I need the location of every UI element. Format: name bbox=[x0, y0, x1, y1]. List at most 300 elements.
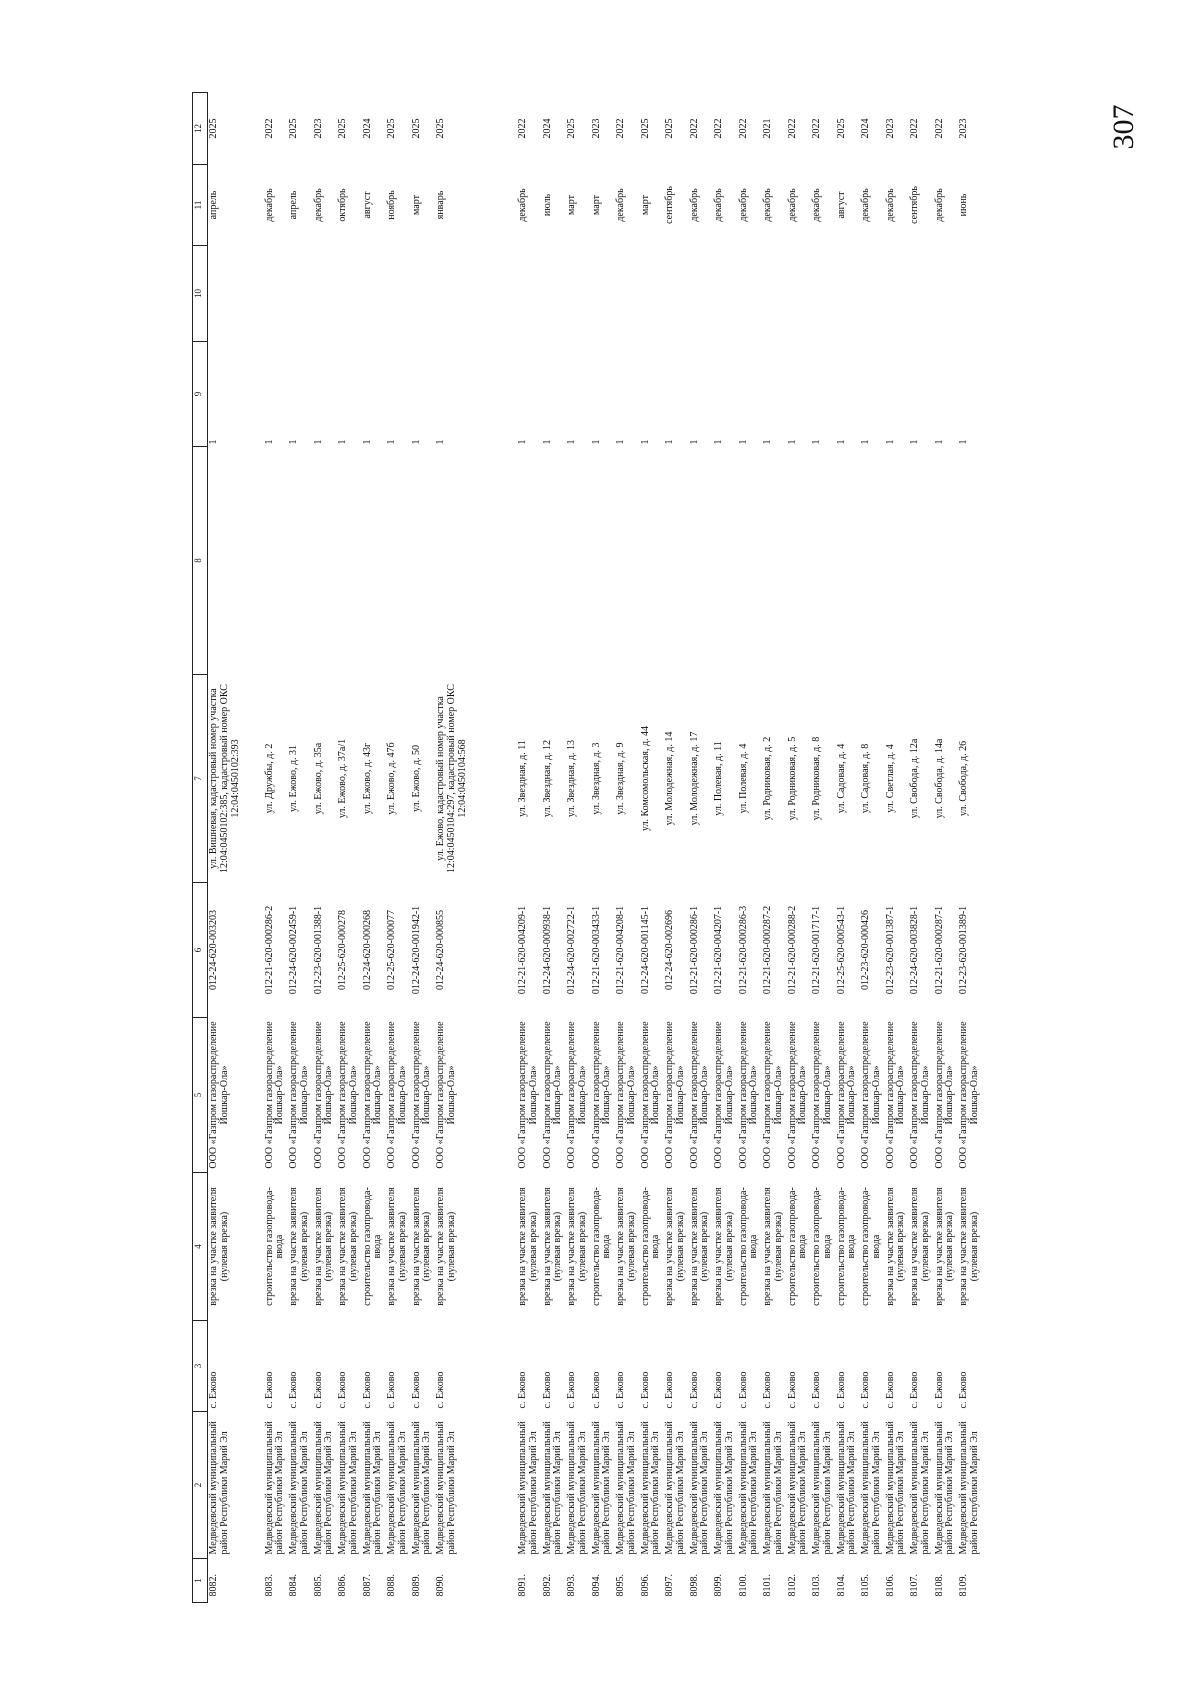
header-cell: 11 bbox=[193, 165, 208, 246]
count-cell: 1 bbox=[541, 439, 553, 445]
work-type-cell: врезка на участке заявителя (нулевая врезка) bbox=[410, 1187, 433, 1306]
code-cell: 012-24-620-002722-1 bbox=[566, 905, 577, 995]
work-type-cell: врезка на участке заявителя (нулевая врезка) bbox=[615, 1187, 637, 1306]
district-cell: Медведевский муниципальный район Республики Марий Эл bbox=[835, 1421, 858, 1555]
year-cell: 2022 bbox=[933, 118, 945, 139]
row-number: 8101. bbox=[762, 1574, 773, 1597]
district-cell: Медведевский муниципальный район Республики Марий Эл bbox=[208, 1421, 230, 1555]
year-cell: 2022 bbox=[517, 118, 528, 139]
row-number: 8088. bbox=[386, 1574, 397, 1597]
year-cell: 2024 bbox=[860, 118, 871, 139]
empty-cell bbox=[591, 447, 616, 675]
address-cell: ул. Родниковая, д. 5 bbox=[786, 736, 798, 821]
empty-cell bbox=[885, 447, 910, 675]
empty-cell bbox=[435, 447, 493, 675]
empty-cell bbox=[386, 447, 411, 675]
month-cell: декабрь bbox=[933, 188, 945, 222]
empty-cell bbox=[738, 246, 763, 342]
month-cell: декабрь bbox=[811, 188, 822, 222]
empty-cell bbox=[264, 447, 289, 675]
empty-cell bbox=[958, 246, 983, 342]
work-type-cell: врезка на участке заявителя (нулевая врезка) bbox=[713, 1187, 735, 1306]
count-cell: 1 bbox=[909, 439, 920, 445]
locality-cell: с. Ежово bbox=[737, 1371, 749, 1409]
organization-cell: ООО «Газпром газораспределение Йошкар-Ола» bbox=[410, 1021, 433, 1169]
district-cell: Медведевский муниципальный район Республики Марий Эл bbox=[410, 1421, 433, 1555]
address-cell: ул. Полевая, д. 4 bbox=[737, 743, 749, 814]
empty-cell bbox=[689, 246, 714, 342]
work-type-cell: строительство газопровода-ввода bbox=[263, 1187, 286, 1306]
work-type-cell: врезка на участке заявителя (нулевая врезка) bbox=[386, 1187, 408, 1306]
empty-cell bbox=[517, 246, 542, 342]
organization-cell: ООО «Газпром газораспределение Йошкар-Ола» bbox=[639, 1021, 662, 1169]
table-row bbox=[958, 93, 983, 1603]
district-cell: Медведевский муниципальный район Республики Марий Эл bbox=[639, 1421, 662, 1555]
empty-cell bbox=[208, 246, 264, 342]
count-cell: 1 bbox=[811, 439, 822, 445]
address-cell: ул. Свобода, д. 14а bbox=[933, 738, 945, 819]
year-cell: 2025 bbox=[835, 118, 847, 139]
empty-cell bbox=[713, 246, 738, 342]
header-cell: 5 bbox=[193, 1018, 208, 1173]
table-row bbox=[689, 93, 714, 1603]
locality-cell: с. Ежово bbox=[615, 1371, 626, 1409]
empty-cell bbox=[934, 447, 959, 675]
locality-cell: с. Ежово bbox=[517, 1371, 528, 1409]
locality-cell: с. Ежово bbox=[386, 1371, 397, 1409]
empty-cell bbox=[689, 447, 714, 675]
empty-cell bbox=[860, 447, 885, 675]
work-type-cell: врезка на участке заявителя (нулевая врезка) bbox=[909, 1187, 931, 1306]
empty-cell bbox=[337, 447, 362, 675]
address-cell: ул. Ежово, д. 37а/1 bbox=[337, 738, 348, 819]
address-cell: ул. Дружбы, д. 2 bbox=[263, 743, 275, 814]
organization-cell: ООО «Газпром газораспределение Йошкар-Ола» bbox=[386, 1021, 408, 1169]
work-type-cell: врезка на участке заявителя (нулевая врезка) bbox=[688, 1187, 711, 1306]
district-cell: Медведевский муниципальный район Республики Марий Эл bbox=[811, 1421, 833, 1555]
count-cell: 1 bbox=[835, 439, 847, 445]
year-cell: 2023 bbox=[884, 118, 896, 139]
year-cell: 2022 bbox=[786, 118, 798, 139]
year-cell: 2025 bbox=[664, 118, 675, 139]
table-row bbox=[836, 93, 861, 1603]
district-cell: Медведевский муниципальный район Республики Марий Эл bbox=[312, 1421, 335, 1555]
empty-cell bbox=[517, 447, 542, 675]
work-type-cell: строительство газопровода-ввода bbox=[811, 1187, 833, 1306]
organization-cell: ООО «Газпром газораспределение Йошкар-Ола» bbox=[688, 1021, 711, 1169]
count-cell: 1 bbox=[263, 439, 275, 445]
address-cell: ул. Комсомольская, д. 44 bbox=[639, 725, 651, 832]
district-cell: Медведевский муниципальный район Республики Марий Эл bbox=[566, 1421, 588, 1555]
row-number: 8087. bbox=[361, 1574, 373, 1597]
count-cell: 1 bbox=[208, 439, 219, 445]
work-type-cell: врезка на участке заявителя (нулевая врезка) bbox=[958, 1187, 980, 1306]
empty-cell bbox=[762, 246, 787, 342]
table-row bbox=[615, 93, 640, 1603]
organization-cell: ООО «Газпром газораспределение Йошкар-Ола» bbox=[835, 1021, 858, 1169]
address-cell: ул. Родниковая, д. 8 bbox=[811, 736, 822, 821]
row-number: 8095. bbox=[615, 1574, 626, 1597]
empty-cell bbox=[542, 447, 567, 675]
organization-cell: ООО «Газпром газораспределение Йошкар-Ола» bbox=[762, 1021, 784, 1169]
organization-cell: ООО «Газпром газораспределение Йошкар-Ола» bbox=[517, 1021, 539, 1169]
table-row bbox=[386, 93, 411, 1603]
organization-cell: ООО «Газпром газораспределение Йошкар-Ола» bbox=[933, 1021, 956, 1169]
page-number: 307 bbox=[1107, 104, 1140, 150]
address-cell: ул. Вишневая, кадастровый номер участка 12:04:0450102:385, кадастровый номер ОКС 12:04:0450102:393 bbox=[208, 684, 241, 873]
organization-cell: ООО «Газпром газораспределение Йошкар-Ола» bbox=[208, 1021, 230, 1169]
code-cell: 012-21-620-001717-1 bbox=[811, 905, 822, 995]
organization-cell: ООО «Газпром газораспределение Йошкар-Ола» bbox=[713, 1021, 735, 1169]
district-cell: Медведевский муниципальный район Республики Марий Эл bbox=[786, 1421, 809, 1555]
organization-cell: ООО «Газпром газораспределение Йошкар-Ола» bbox=[958, 1021, 980, 1169]
year-cell: 2023 bbox=[312, 118, 324, 139]
header-cell: 4 bbox=[193, 1173, 208, 1321]
month-cell: декабрь bbox=[860, 188, 871, 222]
organization-cell: ООО «Газпром газораспределение Йошкар-Ола» bbox=[337, 1021, 359, 1169]
month-cell: декабрь bbox=[615, 188, 626, 222]
address-cell: ул. Садовая, д. 8 bbox=[860, 743, 871, 814]
district-cell: Медведевский муниципальный район Республики Марий Эл bbox=[909, 1421, 931, 1555]
district-cell: Медведевский муниципальный район Республики Марий Эл bbox=[737, 1421, 760, 1555]
address-cell: ул. Звездная, д. 13 bbox=[566, 739, 577, 818]
code-cell: 012-21-620-000287-1 bbox=[933, 905, 945, 995]
address-cell: ул. Молодежная, д. 14 bbox=[664, 731, 675, 826]
month-cell: август bbox=[835, 191, 847, 219]
district-cell: Медведевский муниципальный район Республики Марий Эл bbox=[884, 1421, 907, 1555]
empty-cell bbox=[811, 246, 836, 342]
table-row bbox=[934, 93, 959, 1603]
year-cell: 2022 bbox=[263, 118, 275, 139]
address-cell: ул. Садовая, д. 4 bbox=[835, 743, 847, 814]
row-number: 8091. bbox=[517, 1574, 528, 1597]
district-cell: Медведевский муниципальный район Республики Марий Эл bbox=[762, 1421, 784, 1555]
district-cell: Медведевский муниципальный район Республики Марий Эл bbox=[337, 1421, 359, 1555]
count-cell: 1 bbox=[762, 439, 773, 445]
empty-cell bbox=[860, 246, 885, 342]
district-cell: Медведевский муниципальный район Республики Марий Эл bbox=[288, 1421, 310, 1555]
organization-cell: ООО «Газпром газораспределение Йошкар-Ола» bbox=[541, 1021, 564, 1169]
work-type-cell: строительство газопровода-ввода bbox=[860, 1187, 882, 1306]
empty-cell bbox=[640, 246, 665, 342]
code-cell: 012-25-620-000278 bbox=[337, 910, 348, 990]
district-cell: Медведевский муниципальный район Республики Марий Эл bbox=[263, 1421, 286, 1555]
locality-cell: с. Ежово bbox=[590, 1371, 602, 1409]
year-cell: 2025 bbox=[410, 118, 422, 139]
empty-cell bbox=[909, 246, 934, 342]
count-cell: 1 bbox=[884, 439, 896, 445]
count-cell: 1 bbox=[664, 439, 675, 445]
locality-cell: с. Ежово bbox=[933, 1371, 945, 1409]
address-cell: ул. Родниковая, д. 2 bbox=[762, 736, 773, 821]
month-cell: декабрь bbox=[517, 188, 528, 222]
locality-cell: с. Ежово bbox=[566, 1371, 577, 1409]
table-row bbox=[640, 93, 665, 1603]
organization-cell: ООО «Газпром газораспределение Йошкар-Ола» bbox=[590, 1021, 613, 1169]
year-cell: 2022 bbox=[615, 118, 626, 139]
work-type-cell: врезка на участке заявителя (нулевая врезка) bbox=[312, 1187, 335, 1306]
table-row bbox=[435, 93, 493, 1603]
organization-cell: ООО «Газпром газораспределение Йошкар-Ола» bbox=[860, 1021, 882, 1169]
month-cell: март bbox=[410, 195, 422, 215]
table-body bbox=[208, 93, 983, 1603]
locality-cell: с. Ежово bbox=[958, 1371, 969, 1409]
code-cell: 012-24-620-002696 bbox=[664, 910, 675, 990]
empty-cell bbox=[615, 246, 640, 342]
year-cell: 2022 bbox=[688, 118, 700, 139]
row-number: 8089. bbox=[410, 1574, 422, 1597]
table-row bbox=[208, 93, 264, 1603]
month-cell: сентябрь bbox=[664, 186, 675, 224]
district-cell: Медведевский муниципальный район Республики Марий Эл bbox=[517, 1421, 539, 1555]
month-cell: август bbox=[361, 191, 373, 219]
empty-cell bbox=[411, 246, 436, 342]
district-cell: Медведевский муниципальный район Республики Марий Эл bbox=[688, 1421, 711, 1555]
month-cell: март bbox=[639, 195, 651, 215]
empty-cell bbox=[566, 246, 591, 342]
header-cell: 6 bbox=[193, 883, 208, 1018]
table-row bbox=[811, 93, 836, 1603]
work-type-cell: строительство газопровода-ввода bbox=[835, 1187, 858, 1306]
year-cell: 2023 bbox=[590, 118, 602, 139]
code-cell: 012-21-620-000288-2 bbox=[786, 905, 798, 995]
count-cell: 1 bbox=[786, 439, 798, 445]
row-number: 8084. bbox=[288, 1574, 299, 1597]
empty-cell bbox=[435, 246, 493, 342]
code-cell: 012-24-620-003203 bbox=[208, 910, 219, 990]
row-number: 8090. bbox=[435, 1574, 446, 1597]
header-cell: 8 bbox=[193, 447, 208, 675]
table-row bbox=[517, 93, 542, 1603]
district-cell: Медведевский муниципальный район Республики Марий Эл bbox=[541, 1421, 564, 1555]
row-number: 8100. bbox=[737, 1574, 749, 1597]
row-number: 8099. bbox=[713, 1574, 724, 1597]
year-cell: 2025 bbox=[288, 118, 299, 139]
code-cell: 012-24-620-000268 bbox=[361, 910, 373, 990]
table-row bbox=[860, 93, 885, 1603]
locality-cell: с. Ежово bbox=[410, 1371, 422, 1409]
count-cell: 1 bbox=[517, 439, 528, 445]
empty-cell bbox=[664, 447, 689, 675]
header-cell: 3 bbox=[193, 1321, 208, 1412]
month-cell: декабрь bbox=[737, 188, 749, 222]
district-cell: Медведевский муниципальный район Республики Марий Эл bbox=[615, 1421, 637, 1555]
table-row bbox=[762, 93, 787, 1603]
table-row bbox=[713, 93, 738, 1603]
code-cell: 012-21-620-004209-1 bbox=[517, 905, 528, 995]
address-cell: ул. Свобода, д. 12а bbox=[909, 738, 920, 819]
year-cell: 2025 bbox=[208, 118, 219, 139]
row-number: 8102. bbox=[786, 1574, 798, 1597]
count-cell: 1 bbox=[713, 439, 724, 445]
organization-cell: ООО «Газпром газораспределение Йошкар-Ола» bbox=[615, 1021, 637, 1169]
year-cell: 2024 bbox=[361, 118, 373, 139]
row-number: 8104. bbox=[835, 1574, 847, 1597]
month-cell: апрель bbox=[208, 190, 219, 220]
empty-cell bbox=[811, 447, 836, 675]
organization-cell: ООО «Газпром газораспределение Йошкар-Ола» bbox=[566, 1021, 588, 1169]
code-cell: 012-21-620-004208-1 bbox=[615, 905, 626, 995]
address-cell: ул. Свобода, д. 26 bbox=[958, 740, 969, 817]
header-row bbox=[193, 93, 208, 1603]
empty-cell bbox=[591, 246, 616, 342]
count-cell: 1 bbox=[688, 439, 700, 445]
month-cell: декабрь bbox=[688, 188, 700, 222]
year-cell: 2021 bbox=[762, 118, 773, 139]
table-row bbox=[566, 93, 591, 1603]
table-row bbox=[738, 93, 763, 1603]
empty-cell bbox=[713, 447, 738, 675]
code-cell: 012-21-620-000286-1 bbox=[688, 905, 700, 995]
address-cell: ул. Светлая, д. 4 bbox=[884, 744, 896, 813]
address-cell: ул. Ежово, кадастровый номер участка 12:04:0450104:297, кадастровый номер ОКС 12:04:0450104:568 bbox=[435, 684, 468, 873]
empty-cell bbox=[787, 246, 812, 342]
work-type-cell: врезка на участке заявителя (нулевая врезка) bbox=[541, 1187, 564, 1306]
empty-cell bbox=[934, 246, 959, 342]
table-row bbox=[288, 93, 313, 1603]
year-cell: 2022 bbox=[909, 118, 920, 139]
year-cell: 2025 bbox=[566, 118, 577, 139]
code-cell: 012-23-620-000426 bbox=[860, 910, 871, 990]
empty-cell bbox=[288, 447, 313, 675]
empty-cell bbox=[313, 447, 338, 675]
locality-cell: с. Ежово bbox=[688, 1371, 700, 1409]
organization-cell: ООО «Газпром газораспределение Йошкар-Ола» bbox=[361, 1021, 384, 1169]
district-cell: Медведевский муниципальный район Республики Марий Эл bbox=[361, 1421, 384, 1555]
year-cell: 2024 bbox=[541, 118, 553, 139]
organization-cell: ООО «Газпром газораспределение Йошкар-Ола» bbox=[786, 1021, 809, 1169]
work-type-cell: врезка на участке заявителя (нулевая врезка) bbox=[566, 1187, 588, 1306]
work-type-cell: строительство газопровода-ввода bbox=[590, 1187, 613, 1306]
month-cell: октябрь bbox=[337, 188, 348, 222]
table-row bbox=[337, 93, 362, 1603]
table-row bbox=[591, 93, 616, 1603]
empty-cell bbox=[787, 447, 812, 675]
month-cell: апрель bbox=[288, 190, 299, 220]
table-row bbox=[885, 93, 910, 1603]
locality-cell: с. Ежово bbox=[860, 1371, 871, 1409]
register-table-rotated bbox=[192, 93, 1199, 1603]
count-cell: 1 bbox=[566, 439, 577, 445]
row-number: 8107. bbox=[909, 1574, 920, 1597]
month-cell: декабрь bbox=[263, 188, 275, 222]
address-cell: ул. Ежово, д. 31 bbox=[288, 744, 299, 813]
empty-cell bbox=[664, 246, 689, 342]
locality-cell: с. Ежово bbox=[208, 1371, 219, 1409]
row-number: 8096. bbox=[639, 1574, 651, 1597]
row-number: 8106. bbox=[884, 1574, 896, 1597]
count-cell: 1 bbox=[590, 439, 602, 445]
locality-cell: с. Ежово bbox=[786, 1371, 798, 1409]
address-cell: ул. Звездная, д. 12 bbox=[541, 739, 553, 818]
organization-cell: ООО «Газпром газораспределение Йошкар-Ола» bbox=[435, 1021, 457, 1169]
spacer-cell bbox=[493, 93, 517, 1603]
row-number: 8103. bbox=[811, 1574, 822, 1597]
month-cell: декабрь bbox=[312, 188, 324, 222]
code-cell: 012-21-620-000286-3 bbox=[737, 905, 749, 995]
district-cell: Медведевский муниципальный район Республики Марий Эл bbox=[958, 1421, 980, 1555]
header-cell: 9 bbox=[193, 342, 208, 447]
address-cell: ул. Звездная, д. 11 bbox=[517, 740, 528, 817]
row-number: 8092. bbox=[541, 1574, 553, 1597]
work-type-cell: врезка на участке заявителя (нулевая врезка) bbox=[664, 1187, 686, 1306]
organization-cell: ООО «Газпром газораспределение Йошкар-Ола» bbox=[263, 1021, 286, 1169]
count-cell: 1 bbox=[737, 439, 749, 445]
table-row bbox=[313, 93, 338, 1603]
code-cell: 012-24-620-002459-1 bbox=[288, 905, 299, 995]
work-type-cell: врезка на участке заявителя (нулевая врезка) bbox=[884, 1187, 907, 1306]
row-number: 8082. bbox=[208, 1574, 219, 1597]
count-cell: 1 bbox=[288, 439, 299, 445]
count-cell: 1 bbox=[410, 439, 422, 445]
count-cell: 1 bbox=[958, 439, 969, 445]
organization-cell: ООО «Газпром газораспределение Йошкар-Ола» bbox=[288, 1021, 310, 1169]
month-cell: декабрь bbox=[713, 188, 724, 222]
organization-cell: ООО «Газпром газораспределение Йошкар-Ола» bbox=[312, 1021, 335, 1169]
address-cell: ул. Полевая, д. 11 bbox=[713, 741, 724, 816]
header-cell: 1 bbox=[193, 1559, 208, 1603]
month-cell: ноябрь bbox=[386, 190, 397, 220]
locality-cell: с. Ежово bbox=[909, 1371, 920, 1409]
district-cell: Медведевский муниципальный район Республики Марий Эл bbox=[933, 1421, 956, 1555]
empty-cell bbox=[264, 246, 289, 342]
row-number: 8094. bbox=[590, 1574, 602, 1597]
code-cell: 012-24-620-001145-1 bbox=[639, 906, 651, 994]
row-number: 8097. bbox=[664, 1574, 675, 1597]
work-type-cell: врезка на участке заявителя (нулевая врезка) bbox=[435, 1187, 457, 1306]
organization-cell: ООО «Газпром газораспределение Йошкар-Ола» bbox=[811, 1021, 833, 1169]
code-cell: 012-24-620-000938-1 bbox=[541, 905, 553, 995]
code-cell: 012-21-620-004207-1 bbox=[713, 905, 724, 995]
code-cell: 012-24-620-000855 bbox=[435, 910, 446, 990]
row-number: 8109. bbox=[958, 1574, 969, 1597]
year-cell: 2025 bbox=[337, 118, 348, 139]
code-cell: 012-25-620-000543-1 bbox=[835, 905, 847, 995]
year-cell: 2022 bbox=[811, 118, 822, 139]
table-row bbox=[264, 93, 289, 1603]
work-type-cell: врезка на участке заявителя (нулевая врезка) bbox=[288, 1187, 310, 1306]
locality-cell: с. Ежово bbox=[884, 1371, 896, 1409]
table-row bbox=[362, 93, 387, 1603]
count-cell: 1 bbox=[639, 439, 651, 445]
address-cell: ул. Ежово, д. 47б bbox=[386, 742, 397, 815]
row-number: 8083. bbox=[263, 1574, 275, 1597]
empty-cell bbox=[909, 447, 934, 675]
address-cell: ул. Звездная, д. 3 bbox=[590, 742, 602, 815]
organization-cell: ООО «Газпром газораспределение Йошкар-Ола» bbox=[884, 1021, 907, 1169]
code-cell: 012-24-620-003828-1 bbox=[909, 905, 920, 995]
locality-cell: с. Ежово bbox=[762, 1371, 773, 1409]
count-cell: 1 bbox=[933, 439, 945, 445]
district-cell: Медведевский муниципальный район Республики Марий Эл bbox=[713, 1421, 735, 1555]
month-cell: январь bbox=[435, 190, 446, 220]
table-row bbox=[411, 93, 436, 1603]
locality-cell: с. Ежово bbox=[435, 1371, 446, 1409]
year-cell: 2023 bbox=[958, 118, 969, 139]
row-number: 8085. bbox=[312, 1574, 324, 1597]
register-table bbox=[192, 92, 983, 1603]
work-type-cell: строительство газопровода-ввода bbox=[361, 1187, 384, 1306]
empty-cell bbox=[362, 246, 387, 342]
locality-cell: с. Ежово bbox=[639, 1371, 651, 1409]
empty-cell bbox=[762, 447, 787, 675]
count-cell: 1 bbox=[386, 439, 397, 445]
month-cell: июль bbox=[541, 193, 553, 217]
address-cell: ул. Ежово, д. 43г bbox=[361, 742, 373, 815]
month-cell: март bbox=[590, 195, 602, 215]
year-cell: 2025 bbox=[386, 118, 397, 139]
empty-cell bbox=[738, 447, 763, 675]
